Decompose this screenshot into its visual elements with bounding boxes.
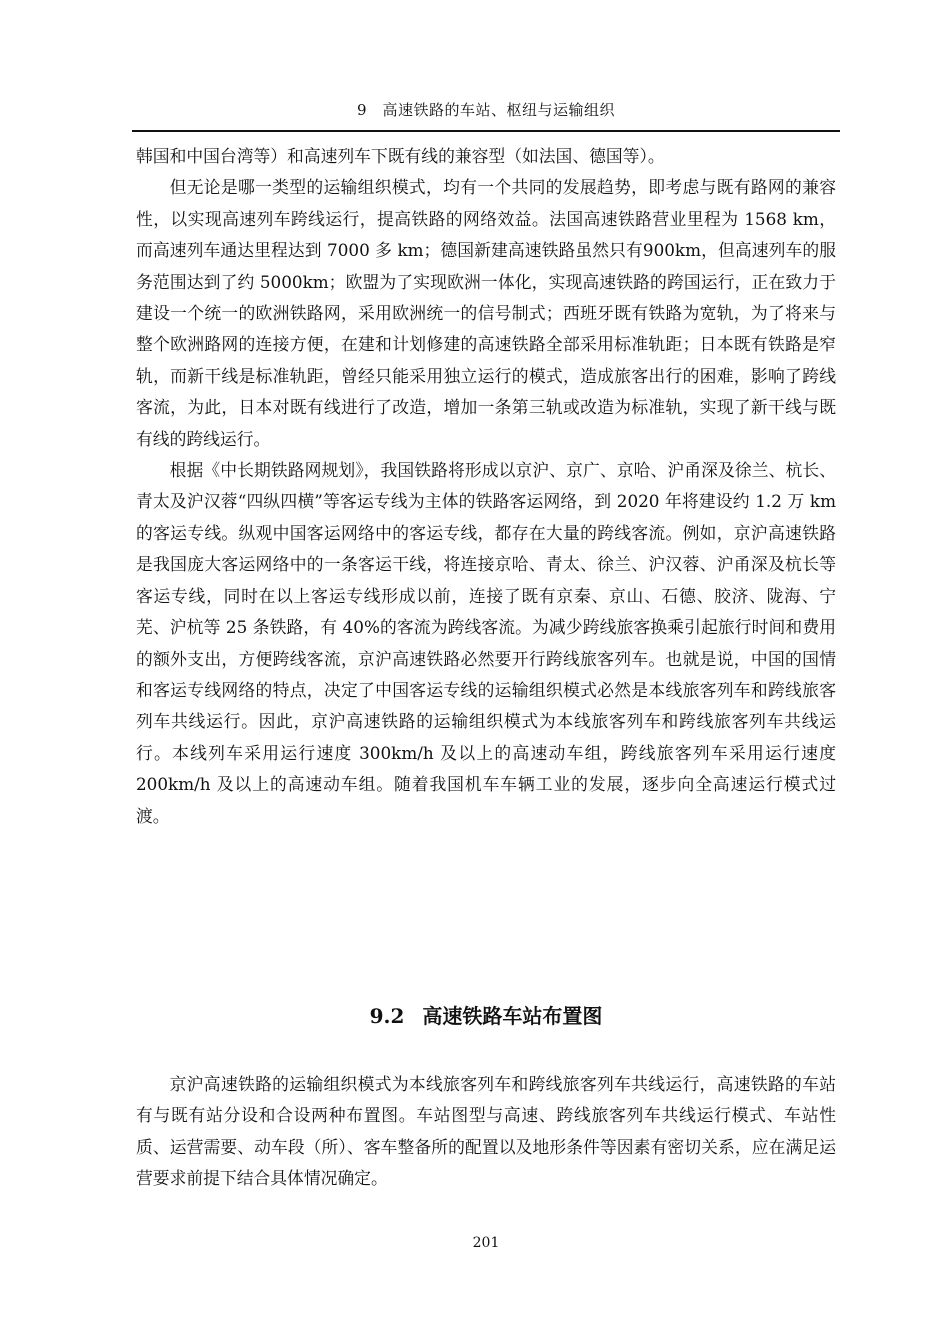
- section-title: 高速铁路车站布置图: [422, 1004, 603, 1028]
- body-text: [136, 141, 836, 832]
- section-heading: [136, 1000, 836, 1032]
- running-header: 9 高速铁路的车站、枢纽与运输组织: [356, 101, 616, 119]
- section-number: 9.2: [369, 1004, 405, 1028]
- paragraph-china-network: 根据《中长期铁路网规划》，我国铁路将形成以京沪、京广、京哈、沪甬深及徐兰、杭长、青太及沪汉蓉“四纵四横”等客运专线为主体的铁路客运网络，到 2020 年将建设约 1.2 万 km 的客运专线。纵观中国客运网络中的客运专线，都存在大量的跨线客流。例如，京沪高速铁路是我国庞大客运网络中的一条客运干线，将连接京哈、青太、徐兰、沪汉蓉、沪甬深及杭长等客运专线，同时在以上客运专线形成以前，连接了既有京秦、京山、石德、胶济、陇海、宁芜、沪杭等 25 条铁路，有 40%的客流为跨线客流。为减少跨线旅客换乘引起旅行时间和费用的额外支出，方便跨线客流，京沪高速铁路必然要开行跨线旅客列车。也就是说，中国的国情和客运专线网络的特点，决定了中国客运专线的运输组织模式必然是本线旅客列车和跨线旅客列车共线运行。因此，京沪高速铁路的运输组织模式为本线旅客列车和跨线旅客列车共线运行。本线列车采用运行速度 300km/h 及以上的高速动车组，跨线旅客列车采用运行速度200km/h 及以上的高速动车组。随着我国机车车辆工业的发展，逐步向全高速运行模式过渡。: [136, 460, 836, 826]
- paragraph-station-layout: 京沪高速铁路的运输组织模式为本线旅客列车和跨线旅客列车共线运行，高速铁路的车站有与既有站分设和合设两种布置图。车站图型与高速、跨线旅客列车共线运行模式、车站性质、运营需要、动车段（所）、客车整备所的配置以及地形条件等因素有密切关系，应在满足运营要求前提下结合具体情况确定。: [136, 1074, 836, 1189]
- paragraph-compatibility: 但无论是哪一类型的运输组织模式，均有一个共同的发展趋势，即考虑与既有路网的兼容性，以实现高速列车跨线运行，提高铁路的网络效益。法国高速铁路营业里程为 1568 km，而高速列车通达里程达到 7000 多 km；德国新建高速铁路虽然只有900km，但高速列车的服务范围达到了约 5000km；欧盟为了实现欧洲一体化，实现高速铁路的跨国运行，正在致力于建设一个统一的欧洲铁路网，采用欧洲统一的信号制式；西班牙既有铁路为宽轨，为了将来与整个欧洲路网的连接方便，在建和计划修建的高速铁路全部采用标准轨距；日本既有铁路是窄轨，而新干线是标准轨距，曾经只能采用独立运行的模式，造成旅客出行的困难，影响了跨线客流，为此，日本对既有线进行了改造，增加一条第三轨或改造为标准轨，实现了新干线与既有线的跨线运行。: [136, 177, 836, 449]
- section-body-text: [136, 1069, 836, 1195]
- paragraph-continuation: 韩国和中国台湾等）和高速列车下既有线的兼容型（如法国、德国等）。: [136, 146, 665, 166]
- page-number: 201: [472, 1235, 500, 1251]
- header-rule: [132, 130, 840, 132]
